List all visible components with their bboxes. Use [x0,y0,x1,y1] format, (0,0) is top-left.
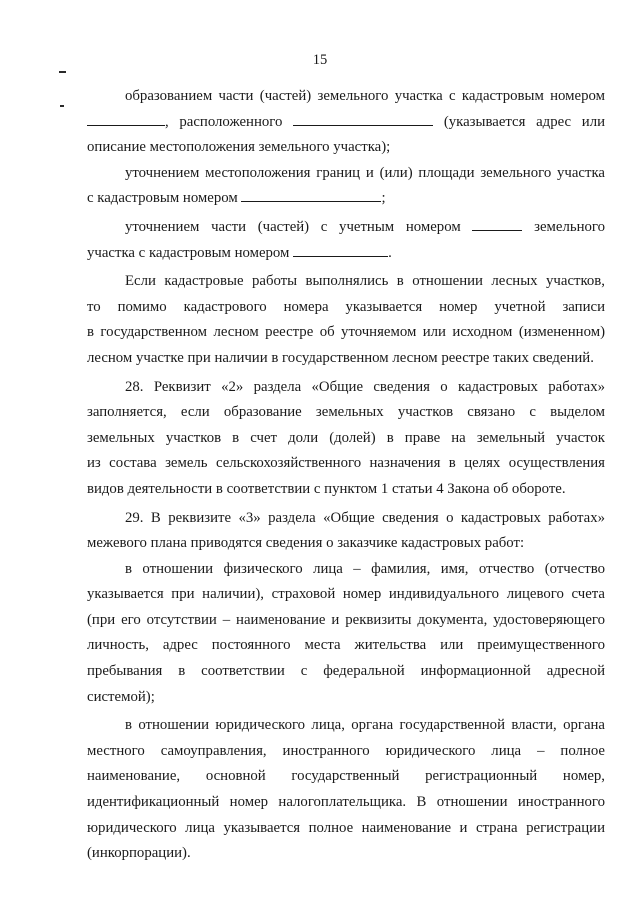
text-fragment: . [388,244,392,261]
text-line: юридического лица указывается полное наименование и страна регистрации [87,819,605,836]
text-fragment: с кадастровым номером [87,190,238,207]
text-line: лесном участке при наличии в государственном лесном реестре таких сведений. [87,349,594,366]
text-line: (при его отсутствии – наименование и реквизиты документа, удостоверяющего [87,611,605,628]
text-line [87,215,605,241]
text-line: 28. Реквизит «2» раздела «Общие сведения о кадастровых работах» [125,378,605,395]
text-line: системой); [87,688,155,705]
fill-in-blank [241,187,381,202]
text-line: уточнением местоположения границ и (или) площади земельного участка [125,164,605,181]
text-line [87,241,605,267]
text-line: идентификационный номер налогоплательщика. В отношении иностранного [87,794,605,811]
text-line: местного самоуправления, иностранного юридического лица – полное [87,742,605,759]
document-body [87,84,605,867]
text-fragment: участка с кадастровым номером [87,244,290,261]
text-line [87,186,605,212]
page-number: 15 [312,52,328,68]
text-line: в отношении юридического лица, органа государственной власти, органа [125,717,605,734]
scan-mark [60,105,64,107]
text-line: личность, адрес постоянного места жительства или преимущественного [87,637,605,654]
text-line: видов деятельности в соответствии с пунктом 1 статьи 4 Закона об обороте. [87,480,566,497]
text-fragment: ; [381,190,386,207]
text-line: то помимо кадастрового номера указывается номер учетной записи [87,298,605,315]
fill-in-blank [472,216,522,231]
text-line: в государственном лесном реестре об уточняемом или исходном (измененном) [87,324,605,341]
text-fragment: земельного [534,218,606,235]
text-line: в отношении физического лица – фамилия, имя, отчество (отчество [125,560,605,577]
text-line: указывается при наличии), страховой номер индивидуального лицевого счета [87,586,605,603]
fill-in-blank [293,242,388,257]
text-fragment: (указывается адрес или [443,113,606,130]
text-fragment: , расположенного [165,113,283,130]
text-line [87,110,605,136]
text-line: (инкорпорации). [87,845,191,862]
scan-mark [59,71,66,73]
text-line: образованием части (частей) земельного участка с кадастровым номером [125,88,605,104]
text-line: заполняется, если образование земельных участков связано с выделом [87,404,605,421]
text-line: 29. В реквизите «3» раздела «Общие сведения о кадастровых работах» [125,509,605,526]
text-line: наименование, основной государственный регистрационный номер, [87,768,605,785]
text-line: Если кадастровые работы выполнялись в отношении лесных участков, [125,273,605,290]
text-line: пребывания в соответствии с федеральной информационной адресной [87,663,605,680]
text-line: из состава земель сельскохозяйственного назначения в целях осуществления [87,455,605,472]
text-line: межевого плана приводятся сведения о заказчике кадастровых работ: [87,535,525,552]
text-fragment: уточнением части (частей) с учетным номером [125,218,461,235]
text-line: описание местоположения земельного участка); [87,139,391,156]
fill-in-blank [293,111,433,126]
fill-in-blank [87,111,165,126]
text-line: земельных участков в счет доли (долей) в праве на земельный участок [87,429,605,446]
